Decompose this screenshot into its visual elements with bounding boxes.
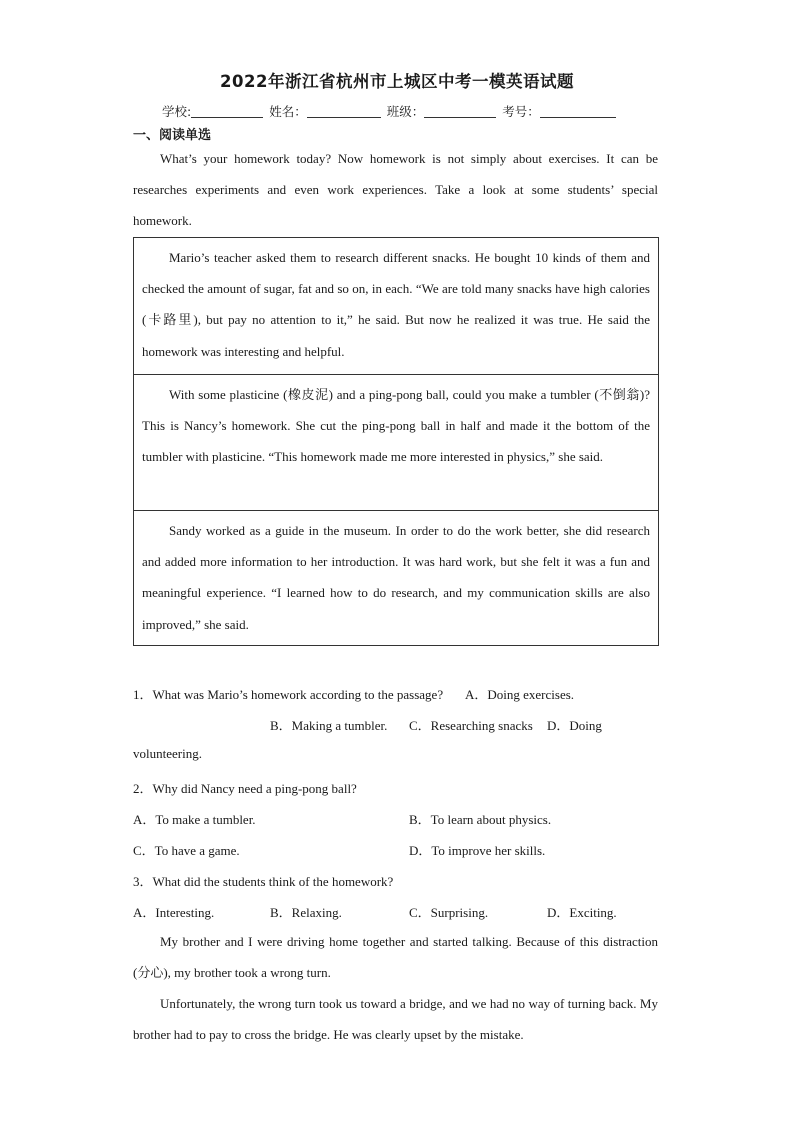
- passage2-paragraph-1: My brother and I were driving home together and started talking. Because of this distraction (分心), my brother took a wrong turn.: [133, 934, 658, 981]
- section-heading: 一、阅读单选: [133, 128, 212, 143]
- exam-title: 2022年浙江省杭州市上城区中考一模英语试题: [220, 72, 574, 91]
- q2-option-d: D．To improve her skills.: [409, 843, 546, 858]
- q2-option-b: B．To learn about physics.: [409, 812, 552, 827]
- name-blank: [307, 105, 381, 118]
- q1-option-d-cont: volunteering.: [133, 746, 202, 761]
- box-mario: Mario’s teacher asked them to research different snacks. He bought 10 kinds of them and checked the amount of sugar, fat and so on, in each. “We are told many snacks have high calories (卡路里), but pay no attention to it,” he said. But now he realized it was true. He said the homework was interesting and helpful.: [142, 250, 650, 359]
- school-blank: [191, 105, 263, 118]
- q1-option-b: B．Making a tumbler.: [270, 718, 388, 733]
- question-3-stem: 3．What did the students think of the homework?: [133, 874, 394, 889]
- class-blank: [424, 105, 496, 118]
- q3-option-b: B．Relaxing.: [270, 905, 342, 920]
- number-label: 考号：: [502, 104, 540, 119]
- q1-option-a: A．Doing exercises.: [465, 687, 575, 702]
- student-info-line: [162, 102, 618, 120]
- q2-option-a: A．To make a tumbler.: [133, 812, 256, 827]
- class-label: 班级：: [386, 104, 425, 119]
- box-sandy: Sandy worked as a guide in the museum. In order to do the work better, she did research and added more information to her introduction. It was hard work, but she felt it was a fun and meaningful experience. “I learned how to do research, and my communication skills are also improved,” she said.: [134, 510, 658, 645]
- name-label: 姓名：: [269, 104, 307, 119]
- box-nancy: With some plasticine (橡皮泥) and a ping-pong ball, could you make a tumbler (不倒翁)? This is Nancy’s homework. She cut the ping-pong ball in half and made it the bottom of the tumbler with plasticine. “This homework made me more interested in physics,” she said.: [134, 374, 658, 510]
- q3-option-a: A．Interesting.: [133, 905, 215, 920]
- number-blank: [540, 105, 616, 118]
- q3-option-d: D．Exciting.: [547, 905, 617, 920]
- q3-option-c: C．Surprising.: [409, 905, 489, 920]
- question-1-stem: 1．What was Mario’s homework according to the passage?: [133, 687, 444, 702]
- q2-option-c: C．To have a game.: [133, 843, 240, 858]
- homework-box: [133, 237, 659, 646]
- passage2-paragraph-2: Unfortunately, the wrong turn took us toward a bridge, and we had no way of turning back. My brother had to pay to cross the bridge. He was clearly upset by the mistake.: [133, 996, 658, 1043]
- q1-option-d: D．Doing: [547, 718, 602, 733]
- intro-paragraph: What’s your homework today? Now homework is not simply about exercises. It can be researches experiments and even work experiences. Take a look at some students’ special homework.: [133, 151, 658, 229]
- q1-option-c: C．Researching snacks: [409, 718, 533, 733]
- school-label: 学校:: [162, 104, 192, 119]
- question-2-stem: 2．Why did Nancy need a ping-pong ball?: [133, 781, 357, 796]
